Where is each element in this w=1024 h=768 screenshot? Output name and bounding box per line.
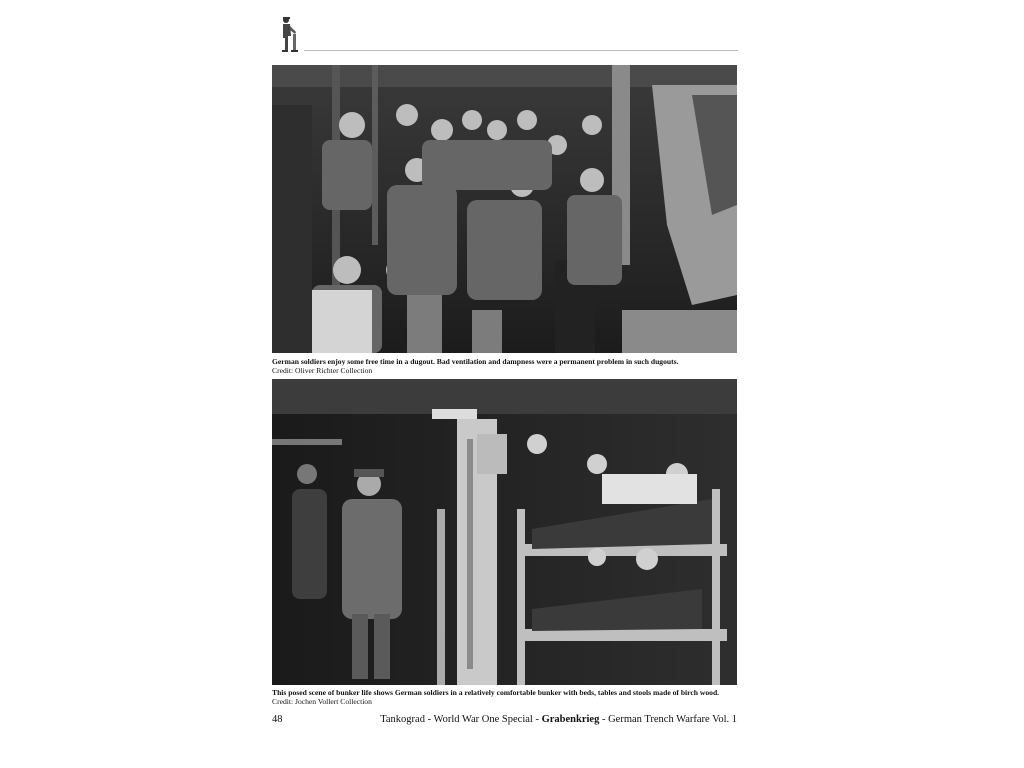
caption-credit: Credit: Oliver Richter Collection (272, 366, 373, 375)
photo-bunker (272, 379, 737, 685)
caption-credit: Credit: Jochen Vollert Collection (272, 697, 372, 706)
page-number: 48 (272, 714, 283, 725)
running-title-suffix: - German Trench Warfare Vol. 1 (599, 714, 737, 725)
photo-dugout (272, 65, 737, 353)
caption-text: German soldiers enjoy some free time in a dugout. Bad ventilation and dampness were a permanent problem in such dugouts. (272, 357, 679, 366)
caption-text: This posed scene of bunker life shows German soldiers in a relatively comfortable bunker with beds, tables and stools made of birch wood. (272, 688, 720, 697)
soldier-silhouette-icon (278, 16, 300, 54)
photo-caption (272, 357, 742, 375)
running-title-prefix: Tankograd - World War One Special - (380, 714, 542, 725)
running-title (380, 714, 737, 725)
header-rule (304, 50, 738, 51)
running-title-bold: Grabenkrieg (541, 714, 600, 725)
photo-caption (272, 688, 742, 706)
